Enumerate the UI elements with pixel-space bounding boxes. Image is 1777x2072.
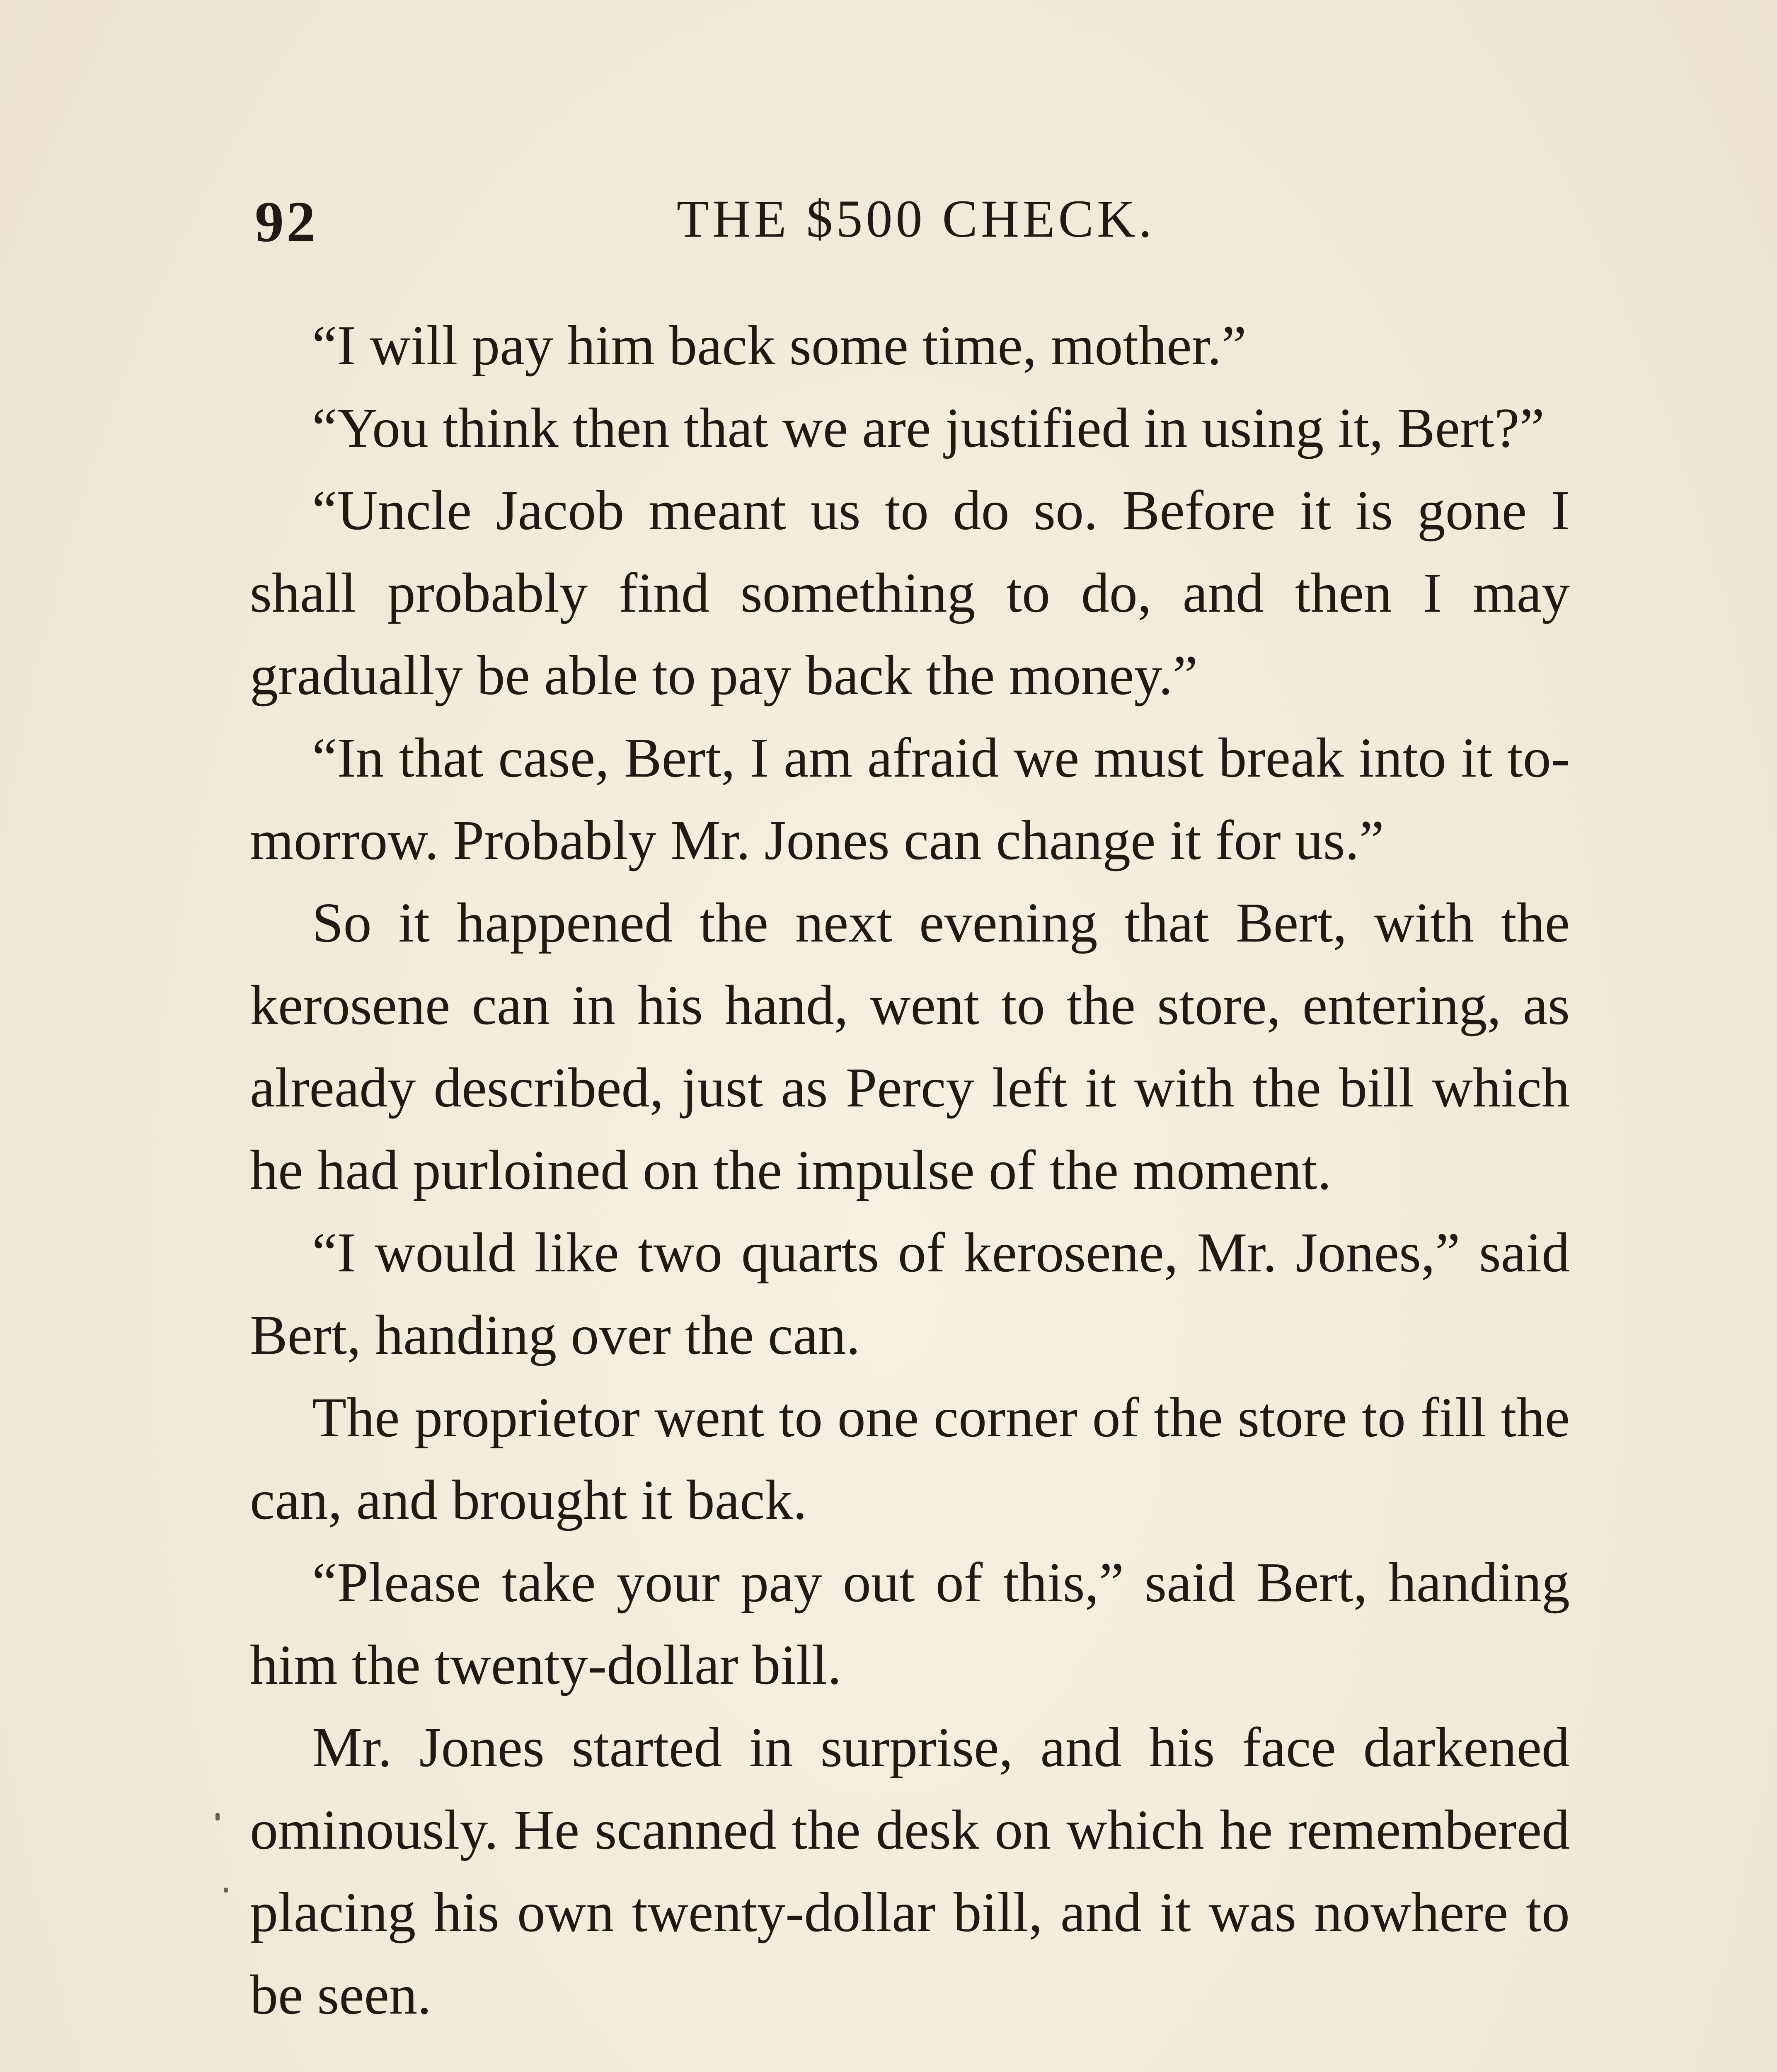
paragraph: Mr. Jones started in surprise, and his face darkened ominously. He scanned the desk on which he remembered placing his own twenty-dollar bill, and it was nowhere to be seen. (250, 1716, 1570, 2026)
body-text (250, 305, 1570, 2036)
paragraph: “Uncle Jacob meant us to do so. Before it is gone I shall probably find something to do, and then I may gradually be able to pay back the money.” (250, 479, 1570, 707)
paragraph: The proprietor went to one corner of the store to fill the can, and brought it back. (250, 1387, 1570, 1531)
running-head (249, 189, 1575, 259)
paragraph: “In that case, Bert, I am afraid we must break into it to-morrow. Probably Mr. Jones can change it for us.” (250, 727, 1570, 871)
paragraph: “Please take your pay out of this,” said Bert, handing him the twenty-dollar bill. (250, 1552, 1570, 1696)
print-speck (224, 1888, 228, 1893)
paragraph: “You think then that we are justified in using it, Bert?” (312, 397, 1545, 459)
paragraph: “I will pay him back some time, mother.” (312, 315, 1247, 377)
paragraph: So it happened the next evening that Bert, with the kerosene can in his hand, went to the store, entering, as already described, just as Percy left it with the bill which he had purloined on the impulse of the moment. (250, 892, 1570, 1201)
print-speck (215, 1813, 220, 1820)
running-title: THE $500 CHECK. (676, 189, 1155, 248)
page-number: 92 (255, 190, 318, 254)
paragraph: “I would like two quarts of kerosene, Mr. Jones,” said Bert, handing over the can. (250, 1222, 1570, 1366)
